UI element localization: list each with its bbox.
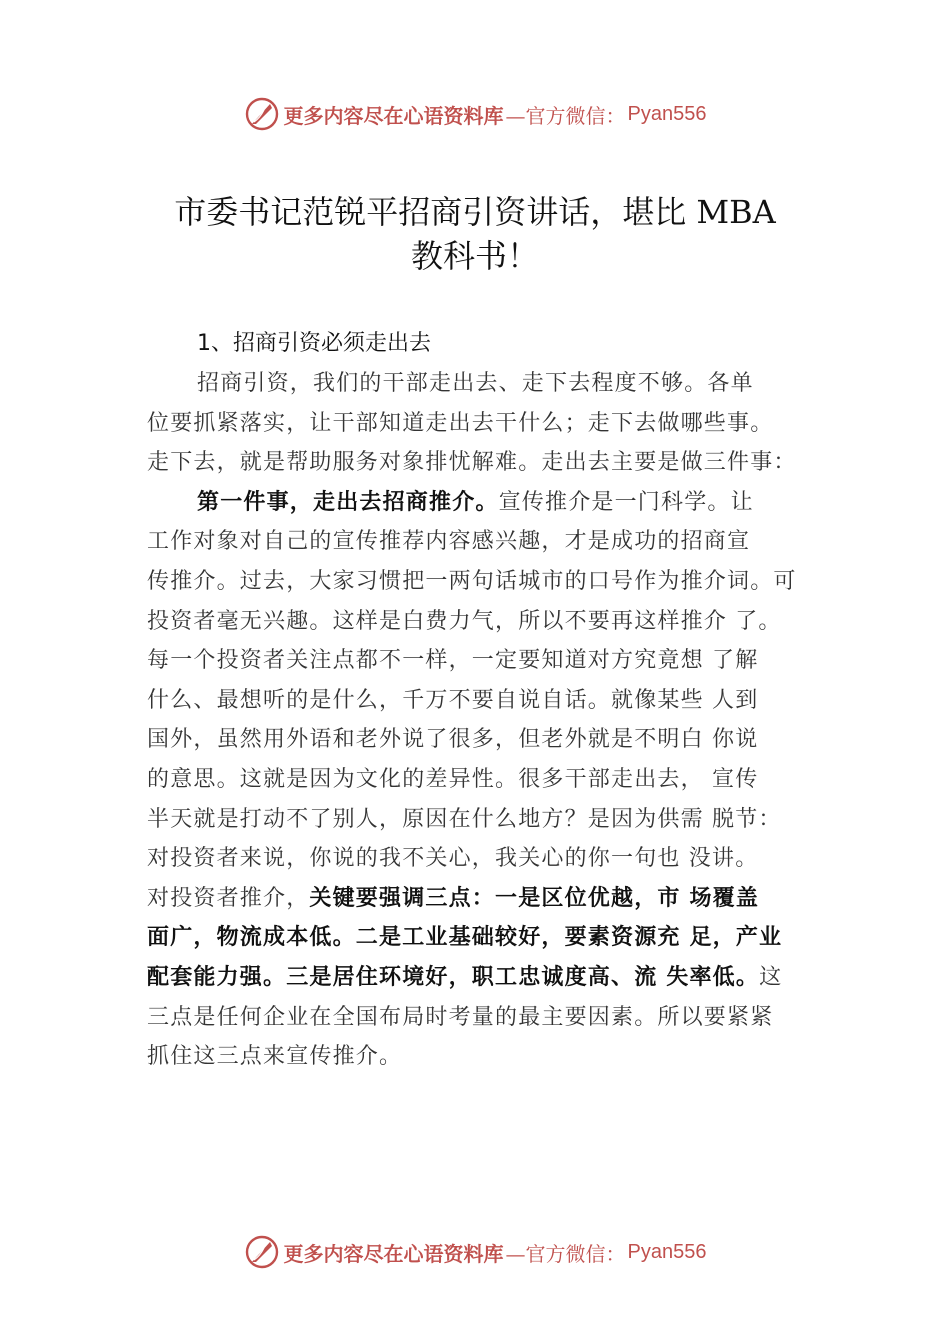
banner-wechat-id: Pyan556: [627, 1240, 707, 1263]
banner-text: 更多内容尽在心语资料库: [283, 103, 504, 128]
body-line: 什么、最想听的是什么，千万不要自说自话。就像某些 人到: [147, 687, 759, 713]
body-line: [147, 483, 837, 523]
quill-logo-icon: [244, 1234, 280, 1270]
body-line: 走下去，就是帮助服务对象排忧解难。走出去主要是做三件事：: [147, 450, 797, 476]
body-text: [147, 364, 837, 1077]
body-line: [147, 958, 837, 998]
body-line: [147, 879, 837, 919]
section-heading: 1、招商引资必须走出去: [197, 331, 431, 356]
banner-wechat-label: —官方微信：: [505, 1241, 626, 1266]
body-phrase: 对投资者推介，: [147, 885, 310, 911]
body-line: 抓住这三点来宣传推介。: [147, 1044, 403, 1070]
body-line: [147, 918, 837, 958]
bold-phrase: 关键要强调三点：一是区位优越，市 场覆盖: [309, 884, 760, 911]
body-line: 工作对象对自己的宣传推荐内容感兴趣，才是成功的招商宣: [147, 529, 751, 555]
body-line: 传推介。过去，大家习惯把一两句话城市的口号作为推介词。可: [147, 568, 797, 594]
title-line: 市委书记范锐平招商引资讲话，堪比 MBA: [174, 193, 776, 231]
title-line: 教科书！: [410, 237, 539, 275]
body-line: 的意思。这就是因为文化的差异性。很多干部走出去， 宣传: [147, 766, 759, 792]
body-line: 招商引资，我们的干部走出去、走下去程度不够。各单: [197, 371, 754, 396]
document-title: [100, 190, 850, 278]
body-line: 半天就是打动不了别人，原因在什么地方？是因为供需 脱节：: [147, 806, 782, 832]
body-line: 国外，虽然用外语和老外说了很多，但老外就是不明白 你说: [147, 727, 759, 753]
footer-banner: [0, 1232, 950, 1272]
bold-phrase: 配套能力强。三是居住环境好，职工忠诚度高、流 失率低。: [147, 963, 760, 990]
quill-logo-icon: [244, 96, 280, 132]
bold-phrase: 第一件事，走出去招商推介。: [197, 488, 499, 515]
banner-wechat-label: —官方微信：: [505, 103, 626, 128]
banner-text: 更多内容尽在心语资料库: [283, 1241, 504, 1266]
body-line: 对投资者来说，你说的我不关心，我关心的你一句也 没讲。: [147, 846, 759, 872]
bold-phrase: 面广，物流成本低。二是工业基础较好，要素资源充 足，产业: [147, 924, 783, 951]
header-banner: [0, 94, 950, 134]
body-line: 位要抓紧落实，让干部知道走出去干什么；走下去做哪些事。: [147, 410, 774, 436]
body-line: 三点是任何企业在全国布局时考量的最主要因素。所以要紧紧: [147, 1004, 774, 1030]
body-line: 每一个投资者关注点都不一样，一定要知道对方究竟想 了解: [147, 648, 759, 674]
body-phrase: 宣传推介是一门科学。让: [498, 489, 754, 515]
body-phrase: 这: [759, 964, 783, 990]
body-line: 投资者毫无兴趣。这样是白费力气，所以不要再这样推介 了。: [147, 608, 782, 634]
banner-wechat-id: Pyan556: [627, 102, 707, 125]
